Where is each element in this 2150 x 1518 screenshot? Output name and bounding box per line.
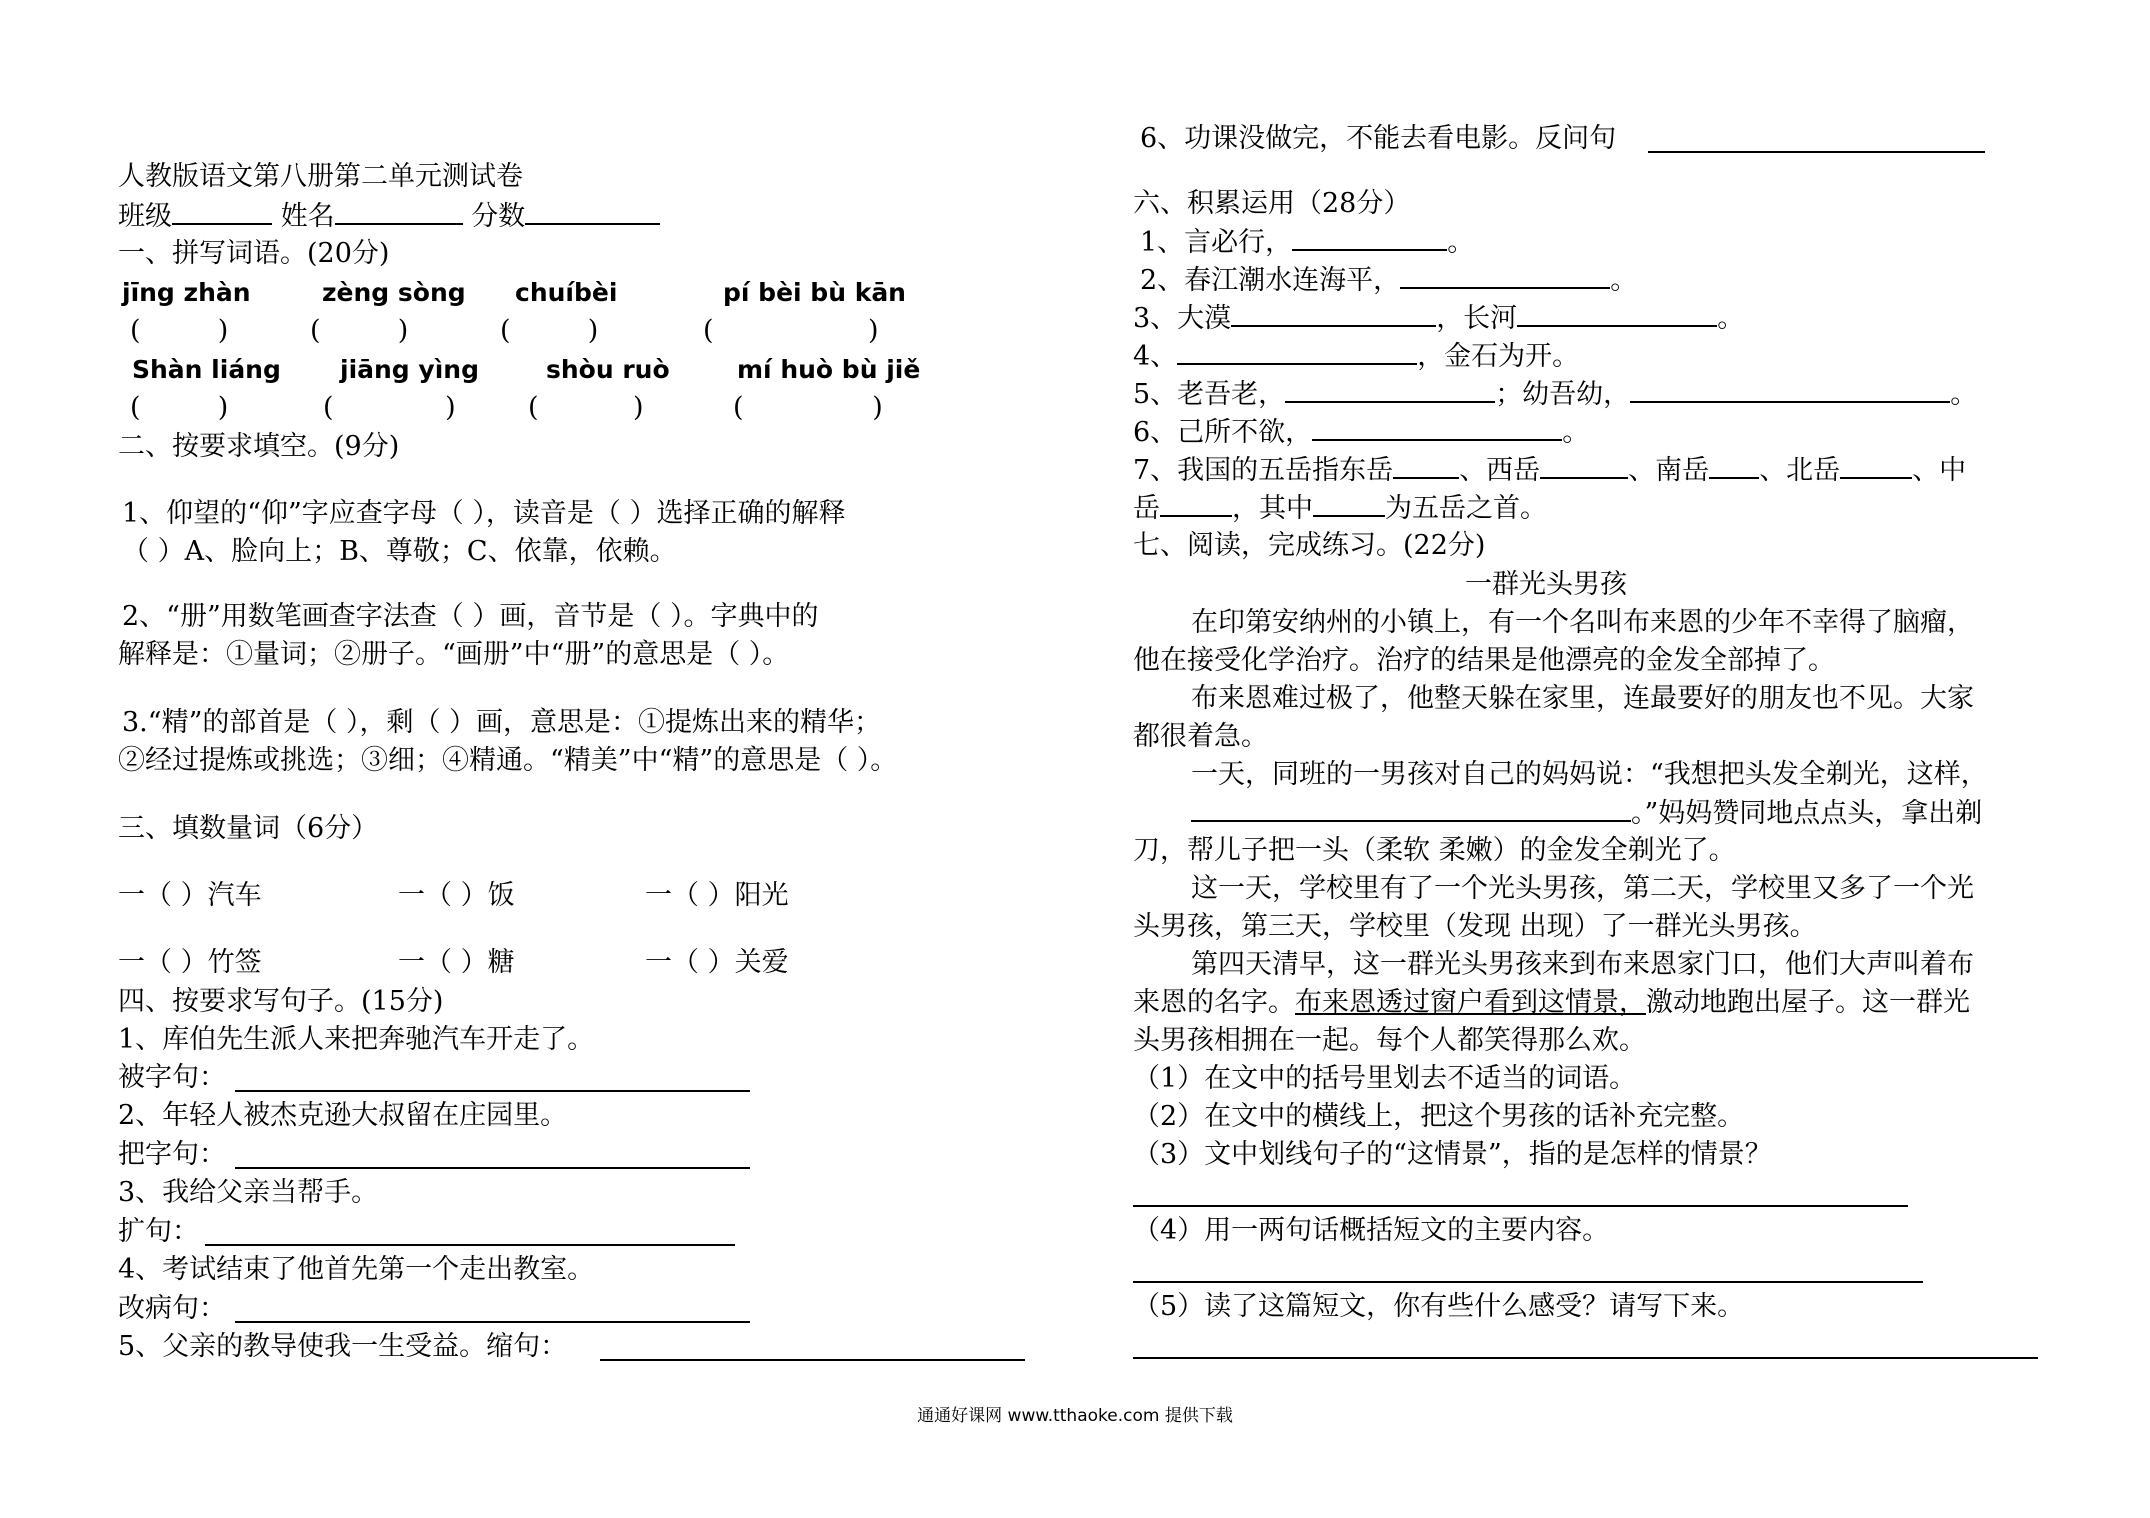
- s6-q3: 3、大漠 ，长河 。: [1133, 303, 1745, 334]
- class-blank[interactable]: [172, 199, 272, 225]
- s7-q4: （4）用一两句话概括短文的主要内容。: [1133, 1215, 1610, 1246]
- measure-3: 一（ ）阳光: [645, 880, 789, 911]
- underlined-sentence: 布来恩透过窗户看到这情景，: [1295, 987, 1646, 1018]
- story-title: 一群光头男孩: [1465, 569, 1627, 600]
- s4-q2-label: 把字句：: [118, 1139, 226, 1170]
- s6-q2: 2、春江潮水连海平， 。: [1140, 265, 1638, 296]
- s7-q5: （5）读了这篇短文，你有些什么感受？请写下来。: [1133, 1291, 1745, 1322]
- measure-4: 一（ ）竹签: [118, 947, 262, 978]
- s4-q4-label: 改病句：: [118, 1293, 226, 1324]
- s6-q6-blank[interactable]: [1312, 415, 1562, 441]
- s4-q5: 5、父亲的教导使我一生受益。缩句：: [118, 1331, 568, 1362]
- s6-q6: 6、己所不欲， 。: [1133, 417, 1590, 448]
- story-p2-line1: 布来恩难过极了，他整天躲在家里，连最要好的朋友也不见。大家: [1191, 683, 1974, 714]
- s6-q7-blank-east[interactable]: [1393, 453, 1459, 479]
- pinyin-2: zèng sòng: [322, 278, 466, 307]
- s2-q2-line1: 2、“册”用数笔画查字法查（ ）画，音节是（ ）。字典中的: [122, 601, 819, 632]
- section-3-heading: 三、填数量词（6分）: [118, 813, 379, 844]
- answer-box-4[interactable]: ( ): [703, 315, 879, 346]
- s6-q7-blank-south[interactable]: [1709, 453, 1759, 479]
- s6-q7-line2: 岳 ，其中 为五岳之首。: [1133, 493, 1547, 524]
- s4-q2: 2、年轻人被杰克逊大叔留在庄园里。: [118, 1100, 568, 1131]
- section-6-heading: 六、积累运用（28分）: [1133, 188, 1411, 219]
- s4-q1-label: 被字句：: [118, 1062, 226, 1093]
- s2-q1-line1: 1、仰望的“仰”字应查字母（ ），读音是（ ）选择正确的解释: [122, 498, 846, 529]
- section-4-heading: 四、按要求写句子。(15分): [118, 986, 444, 1017]
- story-p5-line3: 头男孩相拥在一起。每个人都笑得那么欢。: [1133, 1025, 1646, 1056]
- s4-q1-answer-line[interactable]: [235, 1090, 750, 1092]
- s4-q4-answer-line[interactable]: [235, 1321, 750, 1323]
- s7-q5-answer-line[interactable]: [1133, 1357, 2038, 1359]
- s4-q6: 6、功课没做完，不能去看电影。反问句: [1140, 123, 1617, 154]
- story-p4-line1: 这一天，学校里有了一个光头男孩，第二天，学校里又多了一个光: [1191, 873, 1974, 904]
- s7-q3-answer-line[interactable]: [1133, 1205, 1908, 1207]
- s2-q2-line2: 解释是：①量词；②册子。“画册”中“册”的意思是（ ）。: [118, 639, 790, 670]
- s6-q7-blank-north[interactable]: [1840, 453, 1912, 479]
- student-info-row: [118, 199, 660, 234]
- pinyin-5: Shàn liáng: [132, 355, 281, 384]
- story-p5-line1: 第四天清早，这一群光头男孩来到布来恩家门口，他们大声叫着布: [1191, 949, 1974, 980]
- measure-6: 一（ ）关爱: [645, 947, 789, 978]
- section-1-heading: 一、拼写词语。(20分): [118, 238, 390, 269]
- s6-q5-blank-2[interactable]: [1630, 377, 1950, 403]
- measure-2: 一（ ）饭: [398, 880, 515, 911]
- answer-box-8[interactable]: ( ): [733, 392, 883, 423]
- name-label: 姓名: [280, 201, 335, 232]
- answer-box-1[interactable]: ( ): [130, 315, 229, 346]
- story-p1-line2: 他在接受化学治疗。治疗的结果是他漂亮的金发全部掉了。: [1133, 645, 1835, 676]
- score-blank[interactable]: [525, 199, 660, 225]
- story-p2-line2: 都很着急。: [1133, 721, 1268, 752]
- story-p5-line2: 来恩的名字。布来恩透过窗户看到这情景，激动地跑出屋子。这一群光: [1133, 987, 1970, 1018]
- footer-credit: 通通好课网 www.tthaoke.com 提供下载: [917, 1406, 1233, 1426]
- pinyin-4: pí bèi bù kān: [723, 278, 906, 307]
- story-p1-line1: 在印第安纳州的小镇上，有一个名叫布来恩的少年不幸得了脑瘤，: [1191, 607, 1974, 638]
- s6-q4-blank[interactable]: [1177, 339, 1417, 365]
- score-label: 分数: [471, 201, 526, 232]
- answer-box-6[interactable]: ( ): [323, 392, 456, 423]
- section-2-heading: 二、按要求填空。(9分): [118, 431, 400, 462]
- s2-q3-line2: ②经过提炼或挑选；③细；④精通。“精美”中“精”的意思是（ ）。: [118, 745, 898, 776]
- page-title: 人教版语文第八册第二单元测试卷: [118, 161, 523, 192]
- s2-q1-line2: （ ）A、脸向上；B、尊敬；C、依靠，依赖。: [122, 536, 677, 567]
- s7-q2: （2）在文中的横线上，把这个男孩的话补充完整。: [1133, 1101, 1745, 1132]
- s2-q3-line1: 3.“精”的部首是（ ），剩（ ）画，意思是：①提炼出来的精华；: [122, 707, 882, 738]
- answer-box-3[interactable]: ( ): [500, 315, 599, 346]
- s6-q7-blank-west[interactable]: [1540, 453, 1628, 479]
- class-label: 班级: [118, 201, 172, 232]
- story-p3-line3: 刀，帮儿子把一头（柔软 柔嫩）的金发全剃光了。: [1133, 835, 1736, 866]
- s6-q1-blank[interactable]: [1292, 225, 1447, 251]
- story-p3-line1: 一天，同班的一男孩对自己的妈妈说：“我想把头发全剃光，这样，: [1191, 759, 1988, 790]
- answer-box-7[interactable]: ( ): [528, 392, 644, 423]
- s6-q5-blank-1[interactable]: [1285, 377, 1495, 403]
- s6-q4: 4、 ，金石为开。: [1133, 341, 1580, 372]
- pinyin-6: jiāng yìng: [340, 355, 479, 384]
- pinyin-1: jīng zhàn: [122, 278, 251, 307]
- answer-box-5[interactable]: ( ): [130, 392, 229, 423]
- s4-q6-answer-line[interactable]: [1648, 151, 1985, 153]
- story-p4-line2: 头男孩，第三天，学校里（发现 出现）了一群光头男孩。: [1133, 911, 1817, 942]
- s6-q7-blank-center[interactable]: [1160, 491, 1232, 517]
- story-blank[interactable]: [1191, 796, 1631, 822]
- s6-q3-blank-2[interactable]: [1517, 301, 1717, 327]
- measure-1: 一（ ）汽车: [118, 880, 262, 911]
- s6-q1: 1、言必行， 。: [1140, 227, 1475, 258]
- s4-q4: 4、考试结束了他首先第一个走出教室。: [118, 1254, 595, 1285]
- s6-q7-blank-chief[interactable]: [1313, 491, 1385, 517]
- pinyin-8: mí huò bù jiě: [737, 355, 921, 384]
- answer-box-2[interactable]: ( ): [310, 315, 409, 346]
- s4-q3-label: 扩句：: [118, 1216, 199, 1247]
- s6-q5: 5、老吾老， ；幼吾幼， 。: [1133, 379, 1978, 410]
- measure-5: 一（ ）糖: [398, 947, 515, 978]
- s7-q4-answer-line[interactable]: [1133, 1281, 1923, 1283]
- s4-q1: 1、库伯先生派人来把奔驰汽车开走了。: [118, 1024, 595, 1055]
- section-7-heading: 七、阅读，完成练习。(22分): [1133, 530, 1486, 561]
- s4-q3: 3、我给父亲当帮手。: [118, 1177, 379, 1208]
- s7-q3: （3）文中划线句子的“这情景”，指的是怎样的情景？: [1133, 1139, 1772, 1170]
- pinyin-3: chuíbèi: [515, 278, 618, 307]
- s7-q1: （1）在文中的括号里划去不适当的词语。: [1133, 1063, 1637, 1094]
- name-blank[interactable]: [335, 199, 463, 225]
- s4-q5-answer-line[interactable]: [600, 1359, 1025, 1361]
- s4-q3-answer-line[interactable]: [205, 1244, 735, 1246]
- s6-q7-line1: 7、我国的五岳指东岳 、西岳 、南岳 、北岳 、中: [1133, 455, 1967, 486]
- s6-q3-blank-1[interactable]: [1231, 301, 1436, 327]
- pinyin-7: shòu ruò: [546, 355, 670, 384]
- story-p3-line2: 。”妈妈赞同地点点头，拿出剃: [1191, 796, 1982, 831]
- s4-q2-answer-line[interactable]: [235, 1167, 750, 1169]
- s6-q2-blank[interactable]: [1400, 263, 1610, 289]
